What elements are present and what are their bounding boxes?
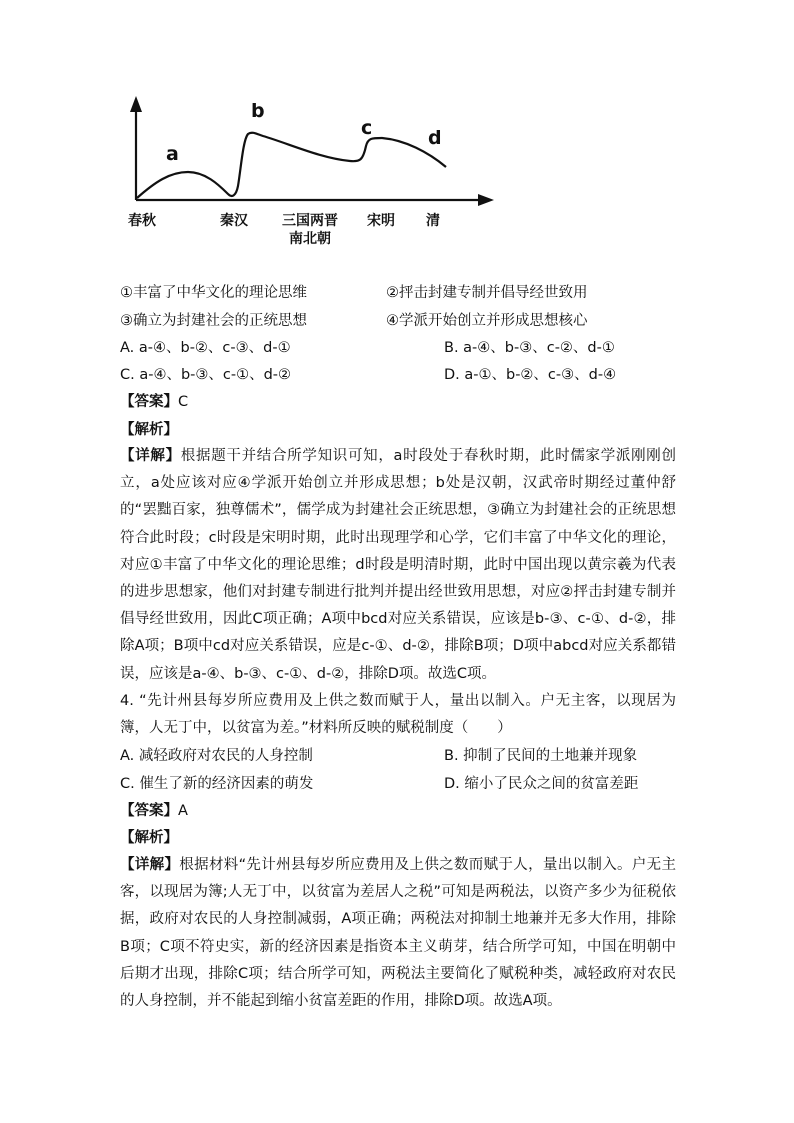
x-label-nanbeichao: 南北朝 — [289, 231, 331, 247]
trend-curve — [137, 133, 446, 198]
q3-answer — [120, 393, 188, 411]
detail-tag: 【详解】 — [120, 448, 181, 464]
statement-3: ③确立为封建社会的正统思想 — [120, 313, 307, 329]
x-label-songming: 宋明 — [367, 213, 395, 229]
q3-option-d: D. a-①、b-②、c-③、d-④ — [444, 367, 617, 383]
q3-option-c: C. a-④、b-③、c-①、d-② — [120, 367, 292, 383]
q4-stem: 4. “先计州县每岁所应费用及上供之数而赋于人，量出以制入。户无主客，以现居为簿，人无丁中，以贫富为差。”材料所反映的赋税制度（ ） — [120, 693, 676, 737]
answer-tag: 【答案】 — [120, 394, 178, 410]
q4-answer — [120, 802, 188, 820]
q4-analysis-tag: 【解析】 — [120, 830, 178, 846]
statement-2: ②抨击封建专制并倡导经世致用 — [386, 285, 588, 301]
curve-label-b: b — [251, 100, 265, 122]
thought-trend-figure — [0, 0, 794, 260]
answer-value: C — [178, 394, 189, 410]
curve-label-a: a — [166, 143, 179, 165]
q4-option-d: D. 缩小了民众之间的贫富差距 — [444, 776, 639, 792]
curve-label-d: d — [428, 127, 442, 149]
q4-option-b: B. 抑制了民间的土地兼并现象 — [444, 748, 638, 764]
x-label-qing: 清 — [426, 213, 440, 229]
statement-4: ④学派开始创立并形成思想核心 — [386, 313, 588, 329]
answer-value: A — [178, 803, 188, 819]
q4-option-a: A. 减轻政府对农民的人身控制 — [120, 748, 313, 764]
statement-1: ①丰富了中华文化的理论思维 — [120, 285, 307, 301]
q4-detail — [120, 852, 676, 1015]
q3-option-b: B. a-④、b-③、c-②、d-① — [444, 340, 615, 356]
x-label-sanguo: 三国两晋 — [282, 213, 338, 229]
detail-tag: 【详解】 — [120, 857, 180, 873]
detail-text: 根据题干并结合所学知识可知，a时段处于春秋时期，此时儒家学派刚刚创立，a处应该对应④学派开始创立并形成思想；b处是汉朝，汉武帝时期经过董仲舒的“罢黜百家，独尊儒术”，儒学成为封建社会正统思想，③确立为封建社会的正统思想符合此时段；c时段是宋明时期，此时出现理学和心学，它们丰富了中华文化的理论，对应①丰富了中华文化的理论思维；d时段是明清时期，此时中国出现以黄宗羲为代表的进步思想家，他们对封建专制进行批判并提出经世致用思想，对应②抨击封建专制并倡导经世致用，因此C项正确；A项中bcd对应关系错误，应该是b-③、c-①、d-②，排除A项；B项中cd对应关系错误，应是c-①、d-②，排除B项；D项中abcd对应关系都错误，应该是a-④、b-③、c-①、d-②，排除D项。故选C项。 — [120, 448, 676, 682]
curve-label-c: c — [361, 117, 373, 139]
x-axis-arrow — [478, 194, 494, 206]
y-axis-arrow — [130, 96, 142, 112]
q3-detail — [120, 443, 676, 688]
answer-tag: 【答案】 — [120, 803, 178, 819]
x-label-qinhan: 秦汉 — [220, 213, 248, 229]
x-label-chunqiu: 春秋 — [128, 213, 156, 229]
q4-option-c: C. 催生了新的经济因素的萌发 — [120, 776, 314, 792]
q3-option-a: A. a-④、b-②、c-③、d-① — [120, 340, 291, 356]
detail-text: 根据材料“先计州县每岁所应费用及上供之数而赋于人，量出以制入。户无主客，以现居为簿;人无丁中，以贫富为差居人之税”可知是两税法，以资产多少为征税依据，政府对农民的人身控制减弱，A项正确；两税法对抑制土地兼并无多大作用，排除B项；C项不符史实，新的经济因素是指资本主义萌芽，结合所学可知，中国在明朝中后期才出现，排除C项；结合所学可知，两税法主要简化了赋税种类，减轻政府对农民的人身控制，并不能起到缩小贫富差距的作用，排除D项。故选A项。 — [120, 857, 676, 1010]
q3-analysis-tag: 【解析】 — [120, 422, 178, 438]
